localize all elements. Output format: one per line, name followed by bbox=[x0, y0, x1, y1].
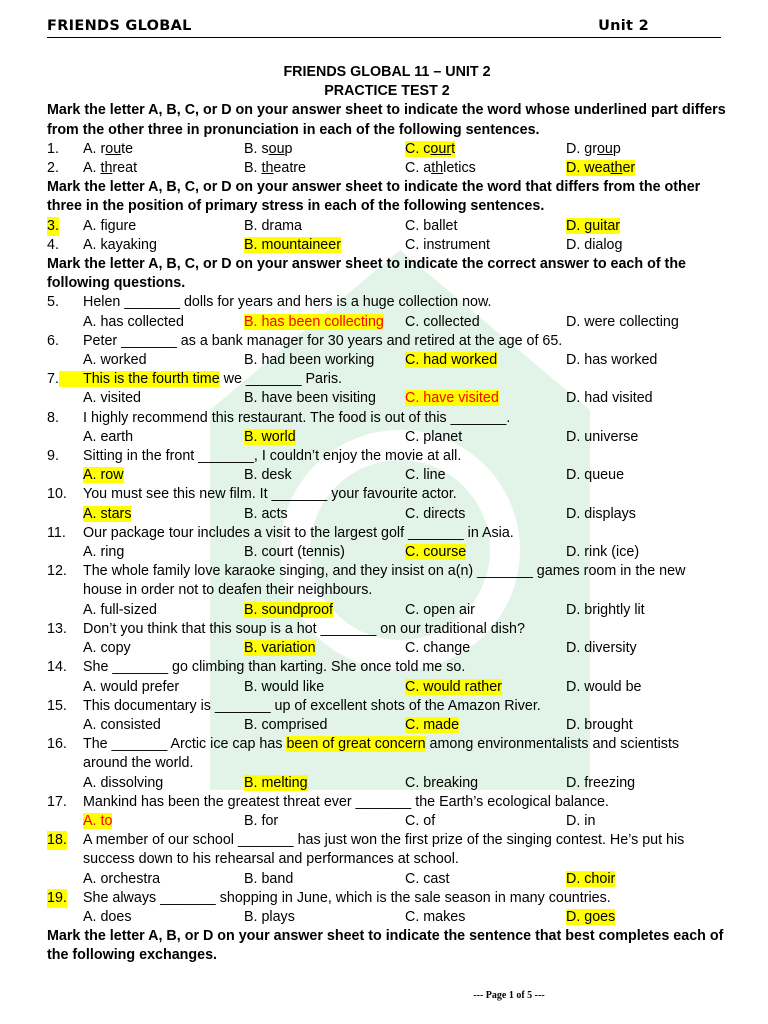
option-d: D. weather bbox=[566, 160, 636, 177]
options-18: A. orchestra B. band C. cast D. choir bbox=[83, 870, 616, 887]
options-12: A. full-sized B. soundproof C. open air D. brightly lit bbox=[83, 601, 645, 618]
page-header bbox=[47, 17, 721, 38]
option-a: A. figure bbox=[83, 217, 137, 234]
option-b: B. soup bbox=[244, 140, 293, 157]
options-7: A. visited B. have been visiting C. have visited D. had visited bbox=[83, 390, 653, 407]
option-d: D. dialog bbox=[566, 236, 623, 253]
option-b: B. drama bbox=[244, 217, 303, 234]
options-14: A. would prefer B. would like C. would rather D. would be bbox=[83, 678, 642, 695]
question-8: 8. I highly recommend this restaurant. The food is out of this _______. bbox=[47, 409, 511, 426]
header-left: FRIENDS GLOBAL bbox=[47, 18, 192, 34]
instruction-pronunciation: Mark the letter A, B, C, or D on your answer sheet to indicate the word whose underlined part differs from the other three in pronunciation in each of the following sentences. bbox=[47, 102, 726, 138]
question-6: 6. Peter _______ as a bank manager for 30 years and retired at the age of 65. bbox=[47, 332, 563, 349]
question-9: 9. Sitting in the front _______, I couldn’t enjoy the movie at all. bbox=[47, 448, 462, 465]
question-1: 1. A. route B. soup C. court D. group bbox=[47, 140, 727, 159]
options-8: A. earth B. world C. planet D. universe bbox=[83, 428, 639, 445]
options-5: A. has collected B. has been collecting C. collected D. were collecting bbox=[83, 313, 679, 330]
options-11: A. ring B. court (tennis) C. course D. rink (ice) bbox=[83, 544, 640, 561]
question-11: 11. Our package tour includes a visit to the largest golf _______ in Asia. bbox=[47, 524, 514, 541]
option-c: C. ballet bbox=[405, 217, 458, 234]
page-footer: --- Page 1 of 5 --- bbox=[473, 990, 545, 1001]
question-19: 19. She always _______ shopping in June, which is the sale season in many countries. bbox=[47, 889, 727, 908]
options-16: A. dissolving B. melting C. breaking D. freezing bbox=[83, 774, 636, 791]
options-9: A. row B. desk C. line D. queue bbox=[83, 467, 625, 484]
question-18: 18. A member of our school _______ has just won the first prize of the singing contest. He’s put his success down to his rehearsal and performances at school. bbox=[47, 832, 685, 868]
option-a: A. threat bbox=[83, 160, 138, 177]
question-4: 4. A. kayaking B. mountaineer C. instrument D. dialog bbox=[47, 236, 727, 255]
options-19: A. does B. plays C. makes D. goes bbox=[83, 908, 616, 925]
title-line-1: FRIENDS GLOBAL 11 – UNIT 2 bbox=[283, 64, 491, 80]
question-7: 7. This is the fourth time we _______ Paris. bbox=[47, 371, 343, 388]
options-17: A. to B. for C. of D. in bbox=[83, 812, 596, 829]
instruction-exchanges: Mark the letter A, B, or D on your answer sheet to indicate the sentence that best completes each of the following exchanges. bbox=[47, 928, 724, 964]
title-line-2: PRACTICE TEST 2 bbox=[324, 83, 450, 100]
options-10: A. stars B. acts C. directs D. displays bbox=[83, 505, 636, 522]
option-c: C. court bbox=[405, 140, 456, 157]
question-12: 12. The whole family love karaoke singing, and they insist on a(n) _______ games room in the new house in order not to deafen their neighbours. bbox=[47, 563, 686, 599]
question-10: 10. You must see this new film. It _______ your favourite actor. bbox=[47, 486, 457, 503]
header-right: Unit 2 bbox=[598, 18, 649, 34]
option-c: C. athletics bbox=[405, 160, 476, 177]
option-a: A. route bbox=[83, 140, 134, 157]
question-2: 2. A. threat B. theatre C. athletics D. weather bbox=[47, 159, 727, 178]
options-6: A. worked B. had been working C. had worked D. has worked bbox=[83, 352, 658, 369]
option-d: D. guitar bbox=[566, 217, 621, 234]
option-a: A. kayaking bbox=[83, 236, 157, 253]
question-14: 14. She _______ go climbing than karting. She once told me so. bbox=[47, 659, 466, 676]
question-5: 5. Helen _______ dolls for years and hers is a huge collection now. bbox=[47, 294, 492, 311]
test-content bbox=[47, 63, 727, 966]
question-17: 17. Mankind has been the greatest threat ever _______ the Earth’s ecological balance. bbox=[47, 793, 609, 810]
instruction-correct-answer: Mark the letter A, B, C, or D on your answer sheet to indicate the correct answer to each of the following questions. bbox=[47, 256, 687, 292]
instruction-stress: Mark the letter A, B, C, or D on your answer sheet to indicate the word that differs from the other three in the position of primary stress in each of the following sentences. bbox=[47, 179, 701, 215]
options-15: A. consisted B. comprised C. made D. brought bbox=[83, 716, 633, 733]
option-c: C. instrument bbox=[405, 236, 491, 253]
question-15: 15. This documentary is _______ up of excellent shots of the Amazon River. bbox=[47, 697, 541, 714]
question-3: 3. A. figure B. drama C. ballet D. guitar bbox=[47, 217, 727, 236]
question-13: 13. Don’t you think that this soup is a hot _______ on our traditional dish? bbox=[47, 620, 525, 637]
option-b: B. theatre bbox=[244, 160, 307, 177]
option-d: D. group bbox=[566, 140, 621, 157]
options-13: A. copy B. variation C. change D. diversity bbox=[83, 640, 637, 657]
option-b: B. mountaineer bbox=[244, 236, 341, 253]
question-16: 16. The _______ Arctic ice cap has been of great concern among environmentalists and scientists around the world. bbox=[47, 736, 680, 772]
